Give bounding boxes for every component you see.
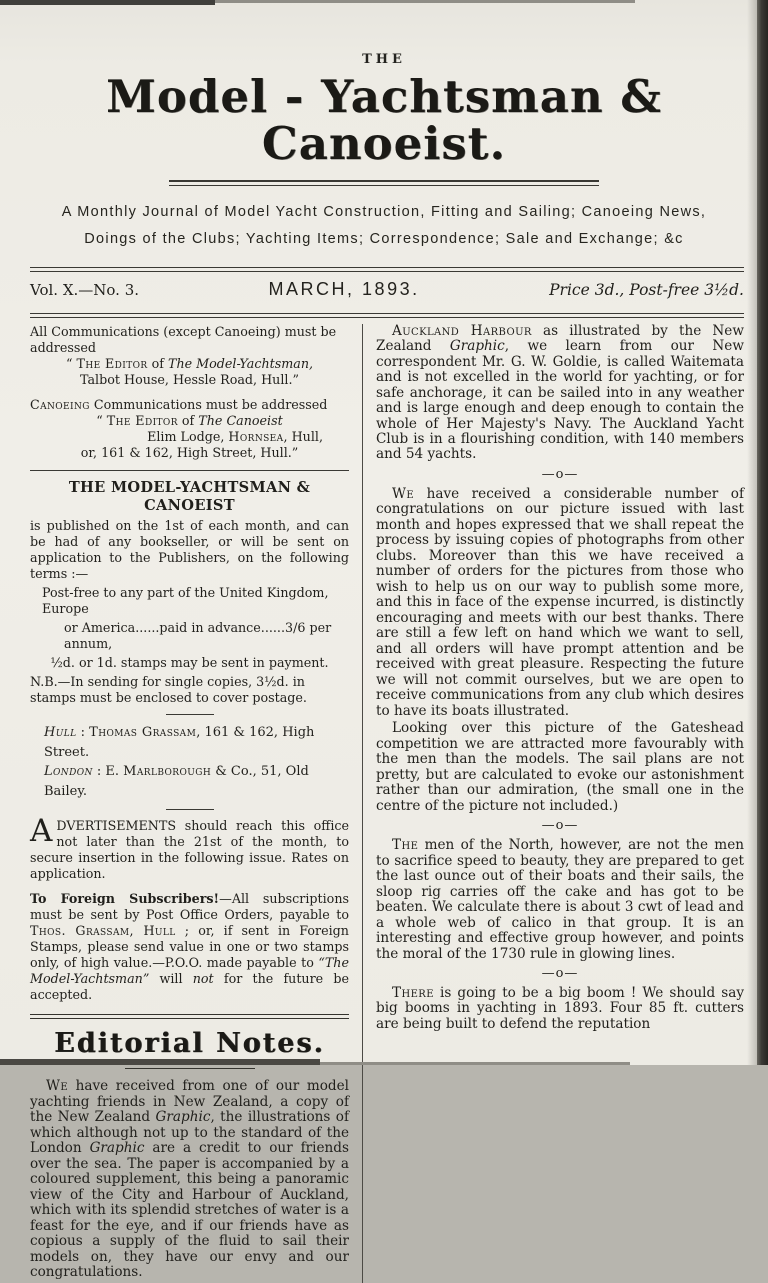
publication-terms-2: or America......paid in advance......3/6 per annum, — [64, 620, 332, 652]
left-column — [30, 324, 362, 1283]
editorial-notes-section — [30, 1028, 349, 1280]
advertisements-notice: ADVERTISEMENTS should reach this office not later than the 21st of the month, to secure insertion in the following issue. Rates on application. — [30, 813, 349, 882]
comms-line: or, 161 & 162, High Street, Hull.” — [80, 444, 299, 460]
scan-artifact-top-edge — [0, 0, 215, 5]
publication-title: THE MODEL-YACHTSMAN & CANOEIST — [68, 478, 311, 514]
publication-terms-1: Post-free to any part of the United Kingdom, Europe — [42, 585, 329, 617]
agents-notice — [30, 723, 349, 801]
publication-notice — [30, 479, 349, 707]
subtitle — [0, 199, 768, 254]
content-columns — [30, 324, 744, 1283]
publication-terms-3: ½d. or 1d. stamps may be sent in payment. — [50, 655, 329, 671]
comms-line: All Communications (except Canoeing) must be addressed — [30, 323, 337, 355]
section-divider-o: —o— — [541, 966, 579, 981]
scan-artifact-top-edge-light — [215, 0, 635, 3]
right-column — [362, 324, 744, 1283]
subtitle-line-1: A Monthly Journal of Model Yacht Construction, Fitting and Sailing; Canoeing News, — [61, 203, 707, 220]
volume-number: Vol. X.—No. 3. — [30, 280, 140, 299]
masthead-title: Model - Yachtsman & Canoeist. — [106, 70, 662, 171]
editorial-rule-top — [30, 1014, 349, 1019]
masthead-the: THE — [362, 52, 406, 67]
section-divider-o: —o— — [541, 818, 579, 834]
comms-line: “ The Editor of The Model-Yachtsman, — [65, 355, 314, 371]
comms-line: “ The Editor of The Canoeist — [96, 412, 283, 428]
news-paragraph-gateshead: Looking over this picture of the Gateshead competition we are attracted more favourably with the men than the models. The sail plans are not pretty, but are calculated to evoke our astonishment rather than our admiration, (the small one in the centre of the picture not included.) — [376, 720, 744, 814]
comms-line: Elim Lodge, Hornsea, Hull, — [147, 428, 323, 444]
editorial-heading: Editorial Notes. — [54, 1028, 325, 1060]
dateline — [30, 279, 744, 300]
price: Price 3d., Post-free 3½d. — [549, 280, 744, 299]
section-divider-o: —o— — [541, 466, 579, 482]
news-paragraph-auckland: Auckland Harbour as illustrated by the New Zealand Graphic, we learn from our New correspondent Mr. G. W. Goldie, is called Waitemata and is not excelled in the world for yachting, or for safe anchorage, it can be sailed into in any weather and is large enough and deep enough to contain the whole of Her Majesty's Navy. The Auckland Yacht Club is in a flourishing condition, with 140 members and 54 yachts. — [376, 322, 744, 463]
section-rule-short — [166, 714, 214, 715]
section-rule — [30, 470, 349, 471]
comms-line: Talbot House, Hessle Road, Hull.” — [80, 371, 299, 387]
scan-artifact-right-edge — [757, 0, 768, 1065]
masthead — [0, 0, 768, 254]
news-paragraph-big-boom: There is going to be a big boom ! We should say big booms in yachting in 1893. Four 85 ft. cutters are being built to defend the reputation — [376, 985, 744, 1032]
dateline-rule-top — [30, 267, 744, 272]
communications-notice — [30, 324, 349, 461]
editorial-paragraph: We have received from one of our model yachting friends in New Zealand, a copy of the New Zealand Graphic, the illustrations of which although not up to the standard of the London Graphic are a credit to our friends over the sea. The paper is accompanied by a coloured supplement, this being a panoramic view of the City and Harbour of Auckland, which with its splendid stretches of water is a feast for the eye, and if our friends have as copious a supply of the fluid to sail their models on, they have our envy and our congratulations. — [30, 1078, 349, 1281]
news-paragraph-north-men: The men of the North, however, are not the men to sacrifice speed to beauty, they are prepared to get the last ounce out of their boats and their sails, the sloop rig carries off the cake and has got to be beaten. We calculate there is about 3 cwt of lead and a whole web of calico in that group. It is an interesting and effective group however, and points the moral of the 1730 rule in glowing lines. — [376, 837, 744, 962]
publication-body: is published on the 1st of each month, and can be had of any bookseller, or will be sent on application to the Publishers, on the following terms :— — [30, 518, 349, 582]
section-rule-short — [166, 809, 214, 810]
subtitle-line-2: Doings of the Clubs; Yachting Items; Correspondence; Sale and Exchange; &c — [84, 231, 684, 248]
scan-artifact-right-shadow — [747, 0, 757, 1065]
agent-line-london: London : E. Marlborough & Co., 51, Old Bailey. — [44, 764, 309, 799]
dateline-rule-bottom — [30, 313, 744, 318]
comms-line: Canoeing Communications must be addressed — [30, 396, 328, 412]
news-paragraph-pictures: We have received a considerable number of congratulations on our picture issued with last month and hopes expressed that we shall repeat the process by issuing copies of photographs from other clubs. Moreover than this we have received a number of orders for the pictures from those who wish to help us on our way to publish some more, and this in face of the expense incurred, is distinctly encouraging and meets with our best thanks. There are still a few left on hand which we want to sell, and all orders will have prompt attention and be received with great pleasure. Respecting the future we will not commit ourselves, but we are open to receive communications from any club which desires to have its boats illustrated. — [376, 485, 744, 719]
agent-line-hull: Hull : Thomas Grassam, 161 & 162, High Street. — [44, 725, 315, 760]
foreign-subscribers-notice: To Foreign Subscribers!—All subscriptions must be sent by Post Office Orders, payable to Thos. Grassam, Hull ; or, if sent in Foreign Stamps, please send value in one or two stamps only, of high value.—P.O.O. made payable to “The Model-Yachtsman” will not for the future be accepted. — [30, 891, 349, 1003]
masthead-rule — [169, 180, 599, 186]
issue-date: MARCH, 1893. — [268, 278, 420, 299]
publication-nb: N.B.—In sending for single copies, 3½d. in stamps must be enclosed to cover postage. — [30, 674, 307, 706]
scan-artifact-bottom-edge — [0, 1059, 320, 1065]
editorial-heading-rule — [125, 1064, 255, 1069]
